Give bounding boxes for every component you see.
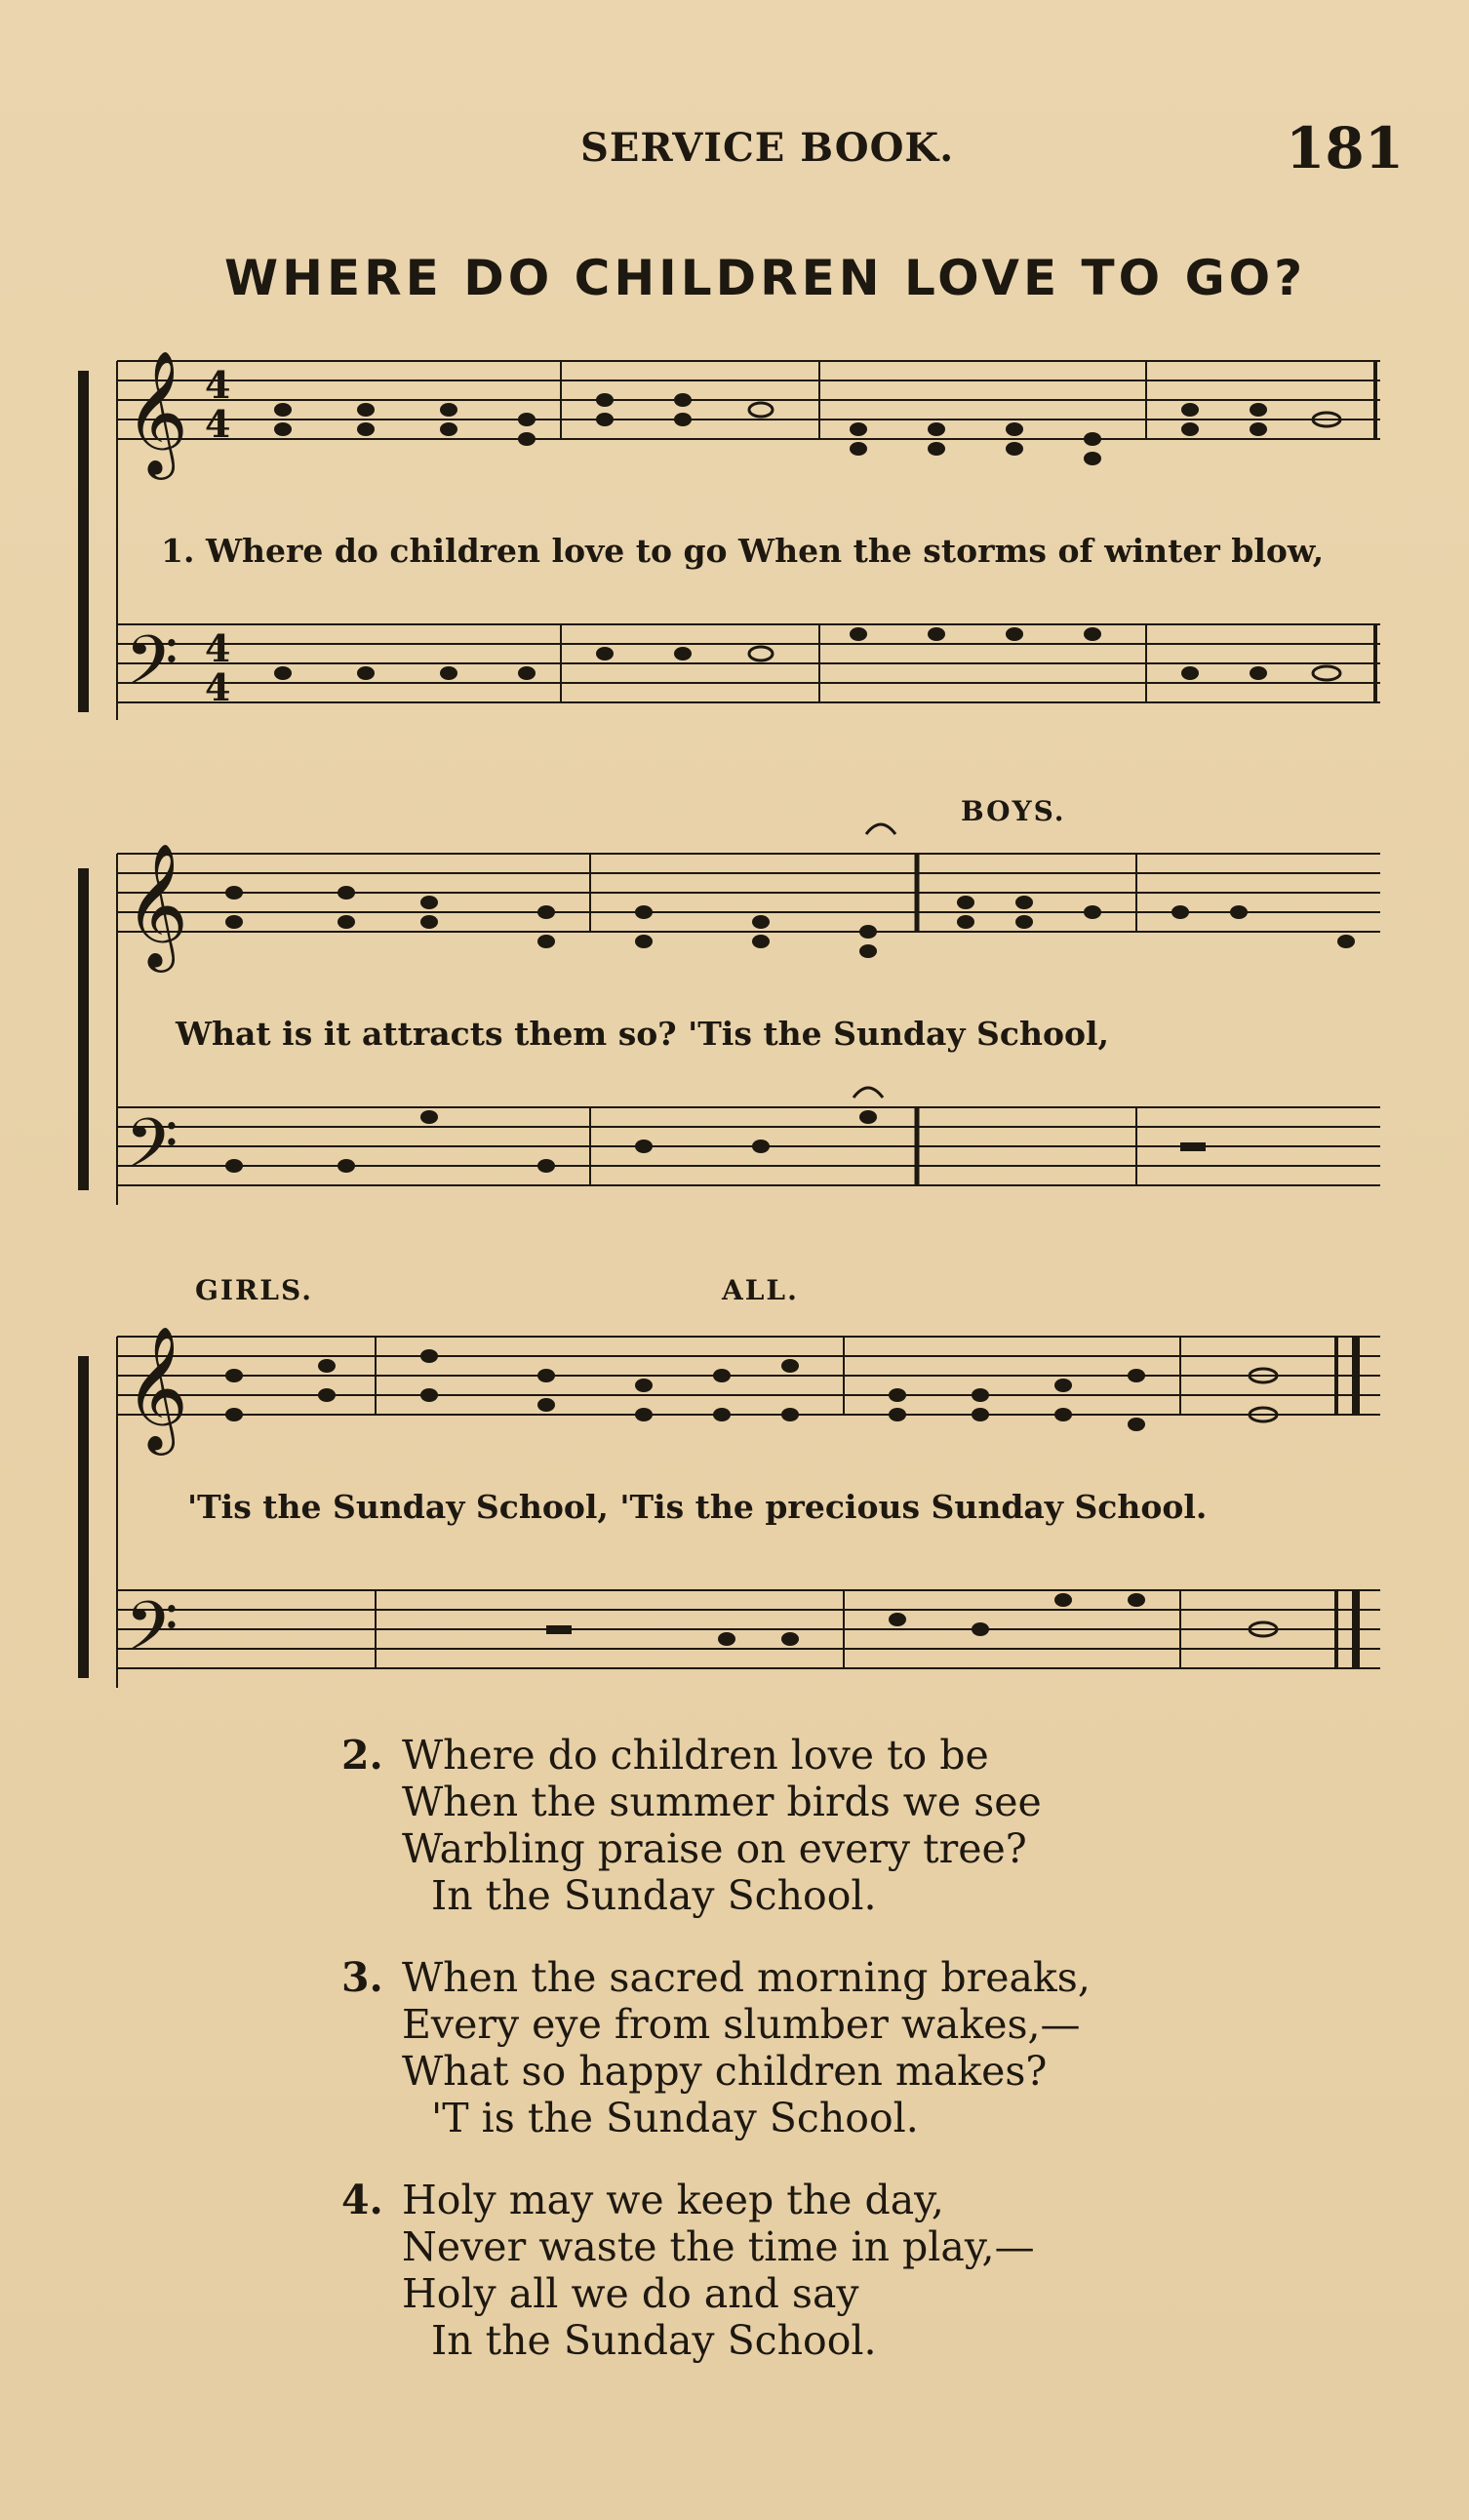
verse-line: Every eye from slumber wakes,—	[402, 2001, 1081, 2048]
staff-notation-2	[78, 795, 1395, 1215]
part-label-girls: GIRLS.	[195, 1274, 313, 1306]
verse-4	[341, 2177, 1219, 2364]
verse-number: 4.	[341, 2177, 383, 2223]
verse-number: 2.	[341, 1732, 383, 1779]
music-system-3	[78, 1268, 1395, 1698]
verse-2	[341, 1732, 1219, 1919]
svg-text:𝄞: 𝄞	[125, 1325, 189, 1450]
lyric-line-3: 'Tis the Sunday School, 'Tis the precious Sunday School.	[187, 1488, 1208, 1526]
part-label-all: ALL.	[722, 1274, 799, 1306]
verse-line: Never waste the time in play,—	[402, 2223, 1035, 2270]
verse-number: 3.	[341, 1954, 383, 2001]
svg-text:𝄞: 𝄞	[125, 842, 189, 967]
svg-text:𝄢: 𝄢	[125, 1587, 179, 1684]
verse-line: Holy may we keep the day,	[402, 2177, 944, 2223]
verse-line: When the summer birds we see	[402, 1779, 1042, 1825]
music-system-1	[78, 332, 1395, 741]
song-title: WHERE DO CHILDREN LOVE TO GO?	[224, 250, 1307, 306]
page-number: 181	[1286, 115, 1405, 181]
verses-block	[341, 1732, 1219, 2399]
svg-text:𝄢: 𝄢	[125, 621, 179, 718]
verse-line: When the sacred morning breaks,	[402, 1954, 1091, 2001]
verse-line: In the Sunday School.	[431, 1872, 877, 1919]
verse-3	[341, 1954, 1219, 2141]
staff-notation-3	[78, 1268, 1395, 1698]
verse-line: Warbling praise on every tree?	[402, 1825, 1027, 1872]
music-system-2	[78, 795, 1395, 1215]
svg-text:4: 4	[205, 402, 231, 446]
verse-line: What so happy children makes?	[402, 2048, 1048, 2095]
svg-text:𝄞: 𝄞	[125, 349, 189, 474]
svg-text:4: 4	[205, 363, 231, 407]
page-header	[0, 115, 1469, 193]
verse-line: 'T is the Sunday School.	[431, 2095, 919, 2141]
verse-line: In the Sunday School.	[431, 2317, 877, 2364]
part-label-boys: BOYS.	[961, 795, 1066, 827]
lyric-line-2: What is it attracts them so? 'Tis the Sunday School,	[176, 1015, 1110, 1053]
lyric-line-1: 1. Where do children love to go When the storms of winter blow,	[161, 532, 1325, 570]
running-title: SERVICE BOOK.	[580, 125, 955, 171]
svg-text:4: 4	[205, 665, 231, 709]
verse-line: Holy all we do and say	[402, 2270, 859, 2317]
svg-text:𝄢: 𝄢	[125, 1104, 179, 1201]
verse-line: Where do children love to be	[402, 1732, 989, 1779]
svg-text:4: 4	[205, 626, 231, 670]
